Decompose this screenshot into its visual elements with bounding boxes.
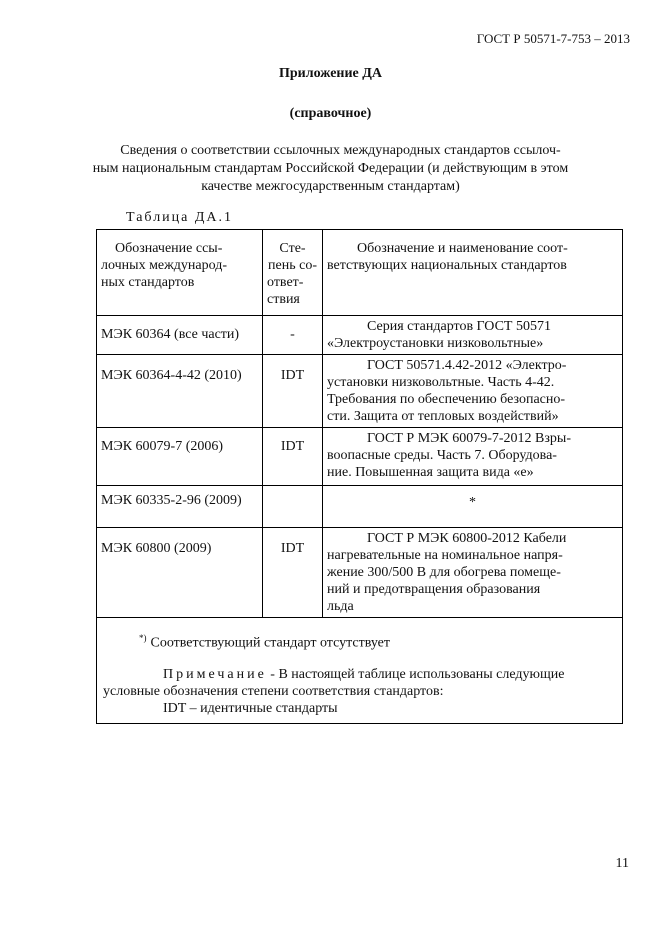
header-degree xyxy=(263,230,323,316)
page-number: 11 xyxy=(615,856,629,871)
table-caption: Таблица ДА.1 xyxy=(126,210,234,225)
note-line xyxy=(103,666,616,683)
table-row xyxy=(97,428,623,486)
degree-cell: IDT xyxy=(263,428,323,486)
note-text: - В настоящей таблице использованы следующие xyxy=(270,666,565,682)
header-line: Сте- xyxy=(279,241,306,256)
cell-line: жение 300/500 В для обогрева помеще- xyxy=(327,565,561,580)
degree-cell: IDT xyxy=(263,528,323,618)
intro-line: качестве межгосударственным стандартам) xyxy=(201,179,460,194)
header-line: пень со- xyxy=(268,258,317,273)
appendix-subtitle: (справочное) xyxy=(289,106,372,121)
header-line: ветствующих национальных стандартов xyxy=(327,258,567,273)
national-standard-cell xyxy=(323,355,623,428)
table-row xyxy=(97,355,623,428)
footnote-mark: *) xyxy=(139,633,147,643)
national-standard-cell xyxy=(323,316,623,355)
header-line: Обозначение ссы- xyxy=(115,241,223,256)
national-standard-cell: * xyxy=(323,486,623,528)
header-line: ных стандартов xyxy=(101,275,195,290)
header-line: ответ- xyxy=(267,275,304,290)
document-code-header: ГОСТ Р 50571-7-753 – 2013 xyxy=(476,31,630,46)
national-standard-cell xyxy=(323,428,623,486)
table-footer-row xyxy=(97,618,623,724)
national-standard-cell xyxy=(323,528,623,618)
cell-line: ние. Повышенная защита вида «е» xyxy=(327,465,534,480)
intl-standard-cell: МЭК 60364 (все части) xyxy=(97,316,263,355)
footnote xyxy=(103,630,616,652)
cell-line: ний и предотвращения образования xyxy=(327,582,541,597)
table-row xyxy=(97,486,623,528)
table-row xyxy=(97,528,623,618)
cell-line: ГОСТ 50571.4.42-2012 «Электро- xyxy=(367,358,567,373)
appendix-title: Приложение ДА xyxy=(278,66,383,81)
intro-line: Сведения о соответствии ссылочных международных стандартов ссылоч- xyxy=(120,143,561,158)
cell-line: ГОСТ Р МЭК 60079-7-2012 Взры- xyxy=(367,431,571,446)
header-line: ствия xyxy=(267,292,300,307)
table-header-row xyxy=(97,230,623,316)
degree-cell: - xyxy=(263,316,323,355)
intro-paragraph xyxy=(0,142,661,196)
cell-line: установки низковольтные. Часть 4-42. xyxy=(327,375,555,390)
cell-line: нагревательные на номинальное напря- xyxy=(327,548,563,563)
cell-line: «Электроустановки низковольтные» xyxy=(327,336,544,351)
header-line: Обозначение и наименование соот- xyxy=(357,241,568,256)
cell-line: Серия стандартов ГОСТ 50571 xyxy=(367,319,551,334)
cell-line: ГОСТ Р МЭК 60800-2012 Кабели xyxy=(367,531,567,546)
intro-line: ным национальным стандартам Российской Федерации (и действующим в этом xyxy=(92,161,569,176)
note-line: условные обозначения степени соответствия стандартов: xyxy=(103,683,444,699)
intl-standard-cell: МЭК 60800 (2009) xyxy=(97,528,263,618)
cell-line: Требования по обеспечению безопасно- xyxy=(327,392,566,407)
degree-cell: IDT xyxy=(263,355,323,428)
intl-standard-cell: МЭК 60364-4-42 (2010) xyxy=(97,355,263,428)
intl-standard-cell: МЭК 60079-7 (2006) xyxy=(97,428,263,486)
header-intl-standard xyxy=(97,230,263,316)
note-label: Примечание xyxy=(163,666,267,682)
header-line: лочных международ- xyxy=(101,258,228,273)
table-row xyxy=(97,316,623,355)
header-national-standard xyxy=(323,230,623,316)
table-notes xyxy=(97,618,623,724)
intl-standard-cell: МЭК 60335-2-96 (2009) xyxy=(97,486,263,528)
footnote-text: Соответствующий стандарт отсутствует xyxy=(150,635,391,651)
note-idt: IDT – идентичные стандарты xyxy=(163,700,338,716)
cell-line: воопасные среды. Часть 7. Оборудова- xyxy=(327,448,557,463)
degree-cell xyxy=(263,486,323,528)
standards-table xyxy=(96,229,623,724)
cell-line: сти. Защита от тепловых воздействий» xyxy=(327,409,559,424)
cell-line: льда xyxy=(327,599,354,614)
